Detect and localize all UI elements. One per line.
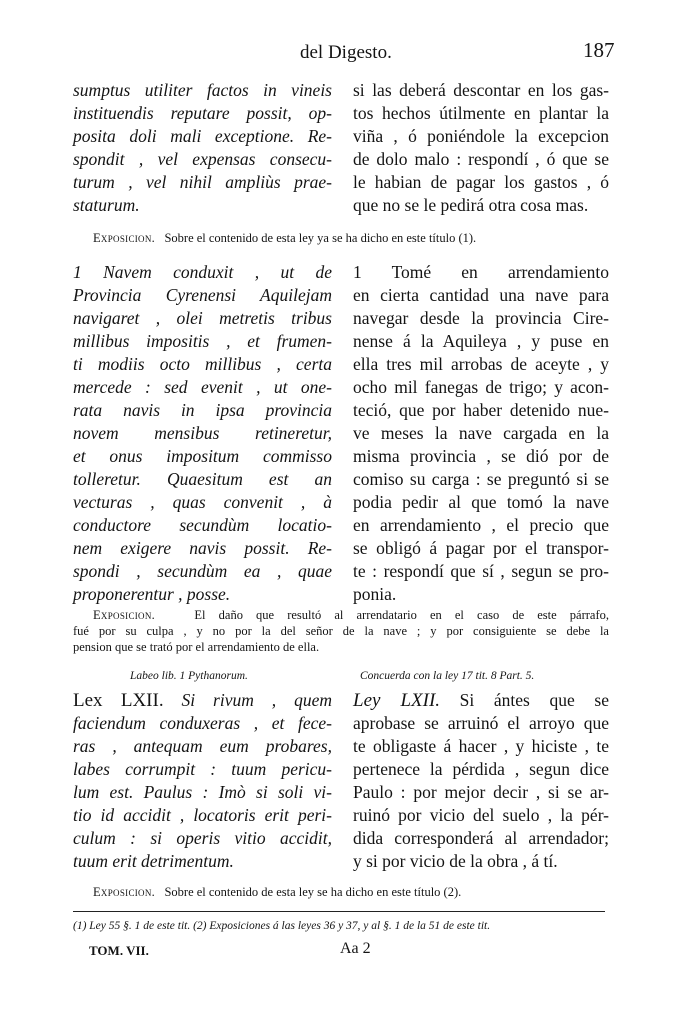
text-line: que no se le pedirá otra cosa mas. bbox=[353, 195, 589, 215]
exposicion-label: Exposicion. bbox=[93, 885, 156, 899]
text-line: podia pedir al que tomó la nave bbox=[353, 492, 609, 512]
text-line: dida corresponderá al arrendador; bbox=[353, 828, 609, 848]
text-line: y si por vicio de la obra , á tí. bbox=[353, 851, 558, 871]
exposicion-text: Sobre el contenido de esta ley se ha dicho en este título (2). bbox=[164, 885, 462, 899]
ley-heading-line bbox=[353, 689, 609, 712]
text-line: instituendis reputare possit, op- bbox=[73, 103, 332, 123]
text-line: tolleretur. Quaesitum est an bbox=[73, 469, 332, 489]
text-line: turum , vel nihil ampliùs prae- bbox=[73, 172, 332, 192]
spanish-column-2 bbox=[353, 261, 609, 606]
text-line: te : respondí que sí , segun se pro- bbox=[353, 561, 609, 581]
exposicion-text-line: El daño que resultó al arrendatario en el caso de este párrafo, bbox=[194, 608, 610, 622]
exposicion-text-line: fué por su culpa , y no por la del señor de la nave ; y por consiguiente se debe la bbox=[73, 624, 609, 638]
text-line: navigaret , olei metretis tribus bbox=[73, 308, 332, 328]
text-line: tio id accidit , locatoris erit peri- bbox=[73, 805, 332, 825]
text-line: ruinó por vicio del suelo , la pér- bbox=[353, 805, 609, 825]
text-line: navegar desde la provincia Cire- bbox=[353, 308, 609, 328]
text-line: teció, que por haber detenido nue- bbox=[353, 400, 609, 420]
text-line: nem exigere navis possit. Re- bbox=[73, 538, 332, 558]
text-line: sumptus utiliter factos in vineis bbox=[73, 80, 332, 100]
text-line: en arrendamiento , el precio que bbox=[353, 515, 609, 535]
text-line: millibus impositis , et frumen- bbox=[73, 331, 332, 351]
lex-heading-line bbox=[73, 689, 332, 712]
text-line: te obligaste á hacer , y hiciste , te bbox=[353, 736, 609, 756]
spanish-source: Concuerda con la ley 17 tit. 8 Part. 5. bbox=[360, 670, 535, 682]
text-line: spondi , secundùm ea , quae bbox=[73, 561, 332, 581]
text-line: spondit , vel expensas consecu- bbox=[73, 149, 332, 169]
lex-number: Lex LXII. bbox=[73, 690, 164, 711]
text-line: ras , antequam eum probares, bbox=[73, 736, 332, 756]
text-line: ocho mil fanegas de trigo; y acon- bbox=[353, 377, 609, 397]
ley-number: Ley LXII. bbox=[353, 690, 441, 711]
text-line: aprobase se arruinó el arroyo que bbox=[353, 713, 609, 733]
text-line: culum : si operis vitio accidit, bbox=[73, 828, 332, 848]
text-line: Si rivum , quem bbox=[181, 690, 332, 710]
text-line: viña , ó poniéndole la excepcion bbox=[353, 126, 609, 146]
text-line: lum est. Paulus : Imò si soli vi- bbox=[73, 782, 332, 802]
text-line: pertenece la pérdida , segun dice bbox=[353, 759, 609, 779]
text-line: conductore secundùm locatio- bbox=[73, 515, 332, 535]
text-line: en cierta cantidad una nave para bbox=[353, 285, 609, 305]
text-line: novem mensibus retineretur, bbox=[73, 423, 332, 443]
page-number: 187 bbox=[583, 38, 615, 62]
footnotes: (1) Ley 55 §. 1 de este tit. (2) Exposiciones á las leyes 36 y 37, y al §. 1 de la 51 de este tit. bbox=[73, 920, 491, 932]
exposicion-label: Exposicion. bbox=[93, 231, 156, 245]
text-line: vecturas , quas convenit , à bbox=[73, 492, 332, 512]
volume-mark: TOM. VII. bbox=[89, 943, 149, 958]
text-line: staturum. bbox=[73, 195, 140, 215]
exposicion-note-1 bbox=[93, 230, 476, 246]
text-line: mercede : sed evenit , ut one- bbox=[73, 377, 332, 397]
footnote-rule bbox=[73, 911, 605, 912]
running-header-title: del Digesto. bbox=[300, 42, 392, 63]
text-line: Paulo : por mejor decir , si se ar- bbox=[353, 782, 609, 802]
signature-mark: Aa 2 bbox=[340, 940, 371, 957]
spanish-column-1 bbox=[353, 79, 609, 217]
text-line: tos hechos útilmente en plantar la bbox=[353, 103, 609, 123]
text-line: de dolo malo : respondí , ó que se bbox=[353, 149, 609, 169]
text-line: ve meses la nave cargada en la bbox=[353, 423, 609, 443]
spanish-column-3 bbox=[353, 689, 609, 873]
latin-column-2 bbox=[73, 261, 332, 606]
exposicion-note-2 bbox=[73, 607, 609, 655]
text-line: 1 Tomé en arrendamiento bbox=[353, 262, 609, 282]
text-line: nense á la Aquileya , y puse en bbox=[353, 331, 609, 351]
text-line: le habian de pagar los gastos , ó bbox=[353, 172, 609, 192]
latin-column-1 bbox=[73, 79, 332, 217]
exposicion-label: Exposicion. bbox=[93, 608, 156, 622]
exposicion-text-line: pension que se trató por el arrendamiento de ella. bbox=[73, 640, 320, 654]
text-line: si las deberá descontar en los gas- bbox=[353, 80, 609, 100]
text-line: proponerentur , posse. bbox=[73, 584, 231, 604]
text-line: ti modiis octo millibus , certa bbox=[73, 354, 332, 374]
exposicion-note-3 bbox=[93, 884, 461, 900]
text-line: posita doli mali exceptione. Re- bbox=[73, 126, 332, 146]
text-line: misma provincia , se dió por de bbox=[353, 446, 609, 466]
text-line: Si ántes que se bbox=[459, 690, 609, 710]
text-line: tuum erit detrimentum. bbox=[73, 851, 234, 871]
text-line: Provincia Cyrenensi Aquilejam bbox=[73, 285, 332, 305]
text-line: et onus impositum commisso bbox=[73, 446, 332, 466]
latin-source: Labeo lib. 1 Pythanorum. bbox=[130, 670, 248, 682]
text-line: labes corrumpit : tuum pericu- bbox=[73, 759, 332, 779]
text-line: 1 Navem conduxit , ut de bbox=[73, 262, 332, 282]
text-line: ponia. bbox=[353, 584, 397, 604]
text-line: ella tres mil arrobas de aceyte , y bbox=[353, 354, 609, 374]
text-line: comiso su carga : se preguntó si se bbox=[353, 469, 609, 489]
text-line: se obligó á pagar por el transpor- bbox=[353, 538, 609, 558]
text-line: faciendum conduxeras , et fece- bbox=[73, 713, 332, 733]
text-line: rata navis in ipsa provincia bbox=[73, 400, 332, 420]
exposicion-text: Sobre el contenido de esta ley ya se ha dicho en este título (1). bbox=[164, 231, 477, 245]
latin-column-3 bbox=[73, 689, 332, 873]
